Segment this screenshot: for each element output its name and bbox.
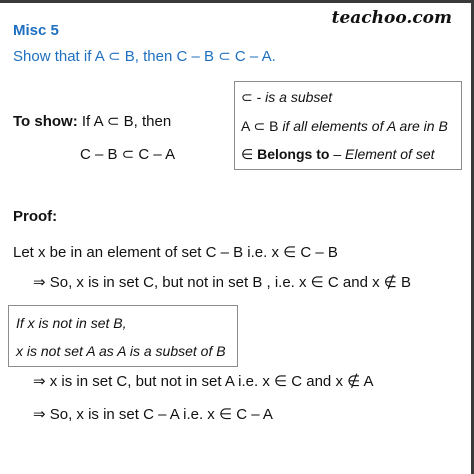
- legend-row-subset: [241, 89, 332, 106]
- proof-line-4: ⇒ So, x is in set C – A i.e. x ∈ C – A: [33, 406, 273, 423]
- legend-subset-text: is a subset: [265, 89, 333, 105]
- proof-line-3: ⇒ x is in set C, but not in set A i.e. x ∈ C and x ∉ A: [33, 373, 374, 390]
- legend-subset-symbol: ⊂ -: [241, 89, 266, 105]
- legend-definition-symbol: A ⊂ B: [241, 118, 283, 134]
- reasoning-note-box: [8, 305, 238, 367]
- top-border: [0, 0, 474, 3]
- proof-line-1: Let x be in an element of set C – B i.e. x ∈ C – B: [13, 244, 338, 261]
- to-show-label: To show:: [13, 113, 78, 130]
- legend-row-definition: [241, 118, 448, 135]
- note-line-1: If x is not in set B,: [16, 315, 127, 331]
- legend-belongs-dash: –: [329, 146, 346, 162]
- proof-line-2: ⇒ So, x is in set C, but not in set B , i.e. x ∈ C and x ∉ B: [33, 274, 412, 291]
- legend-belongs-label: Belongs to: [257, 146, 330, 162]
- legend-definition-text: if all elements of A are in B: [282, 118, 448, 134]
- to-show-line: [13, 112, 171, 130]
- misc-label: Misc 5: [13, 22, 59, 39]
- legend-belongs-text: Element of set: [345, 146, 435, 162]
- note-line-2: x is not set A as A is a subset of B: [16, 343, 226, 359]
- teachoo-logo: teachoo.com: [331, 8, 452, 28]
- question-text: Show that if A ⊂ B, then C – B ⊂ C – A.: [13, 48, 276, 65]
- symbol-legend-box: [234, 81, 462, 170]
- to-show-result: C – B ⊂ C – A: [80, 146, 176, 163]
- legend-belongs-symbol: ∈: [241, 146, 258, 162]
- proof-label: Proof:: [13, 208, 58, 225]
- to-show-condition: If A ⊂ B, then: [81, 113, 172, 130]
- legend-row-belongs: [241, 146, 435, 163]
